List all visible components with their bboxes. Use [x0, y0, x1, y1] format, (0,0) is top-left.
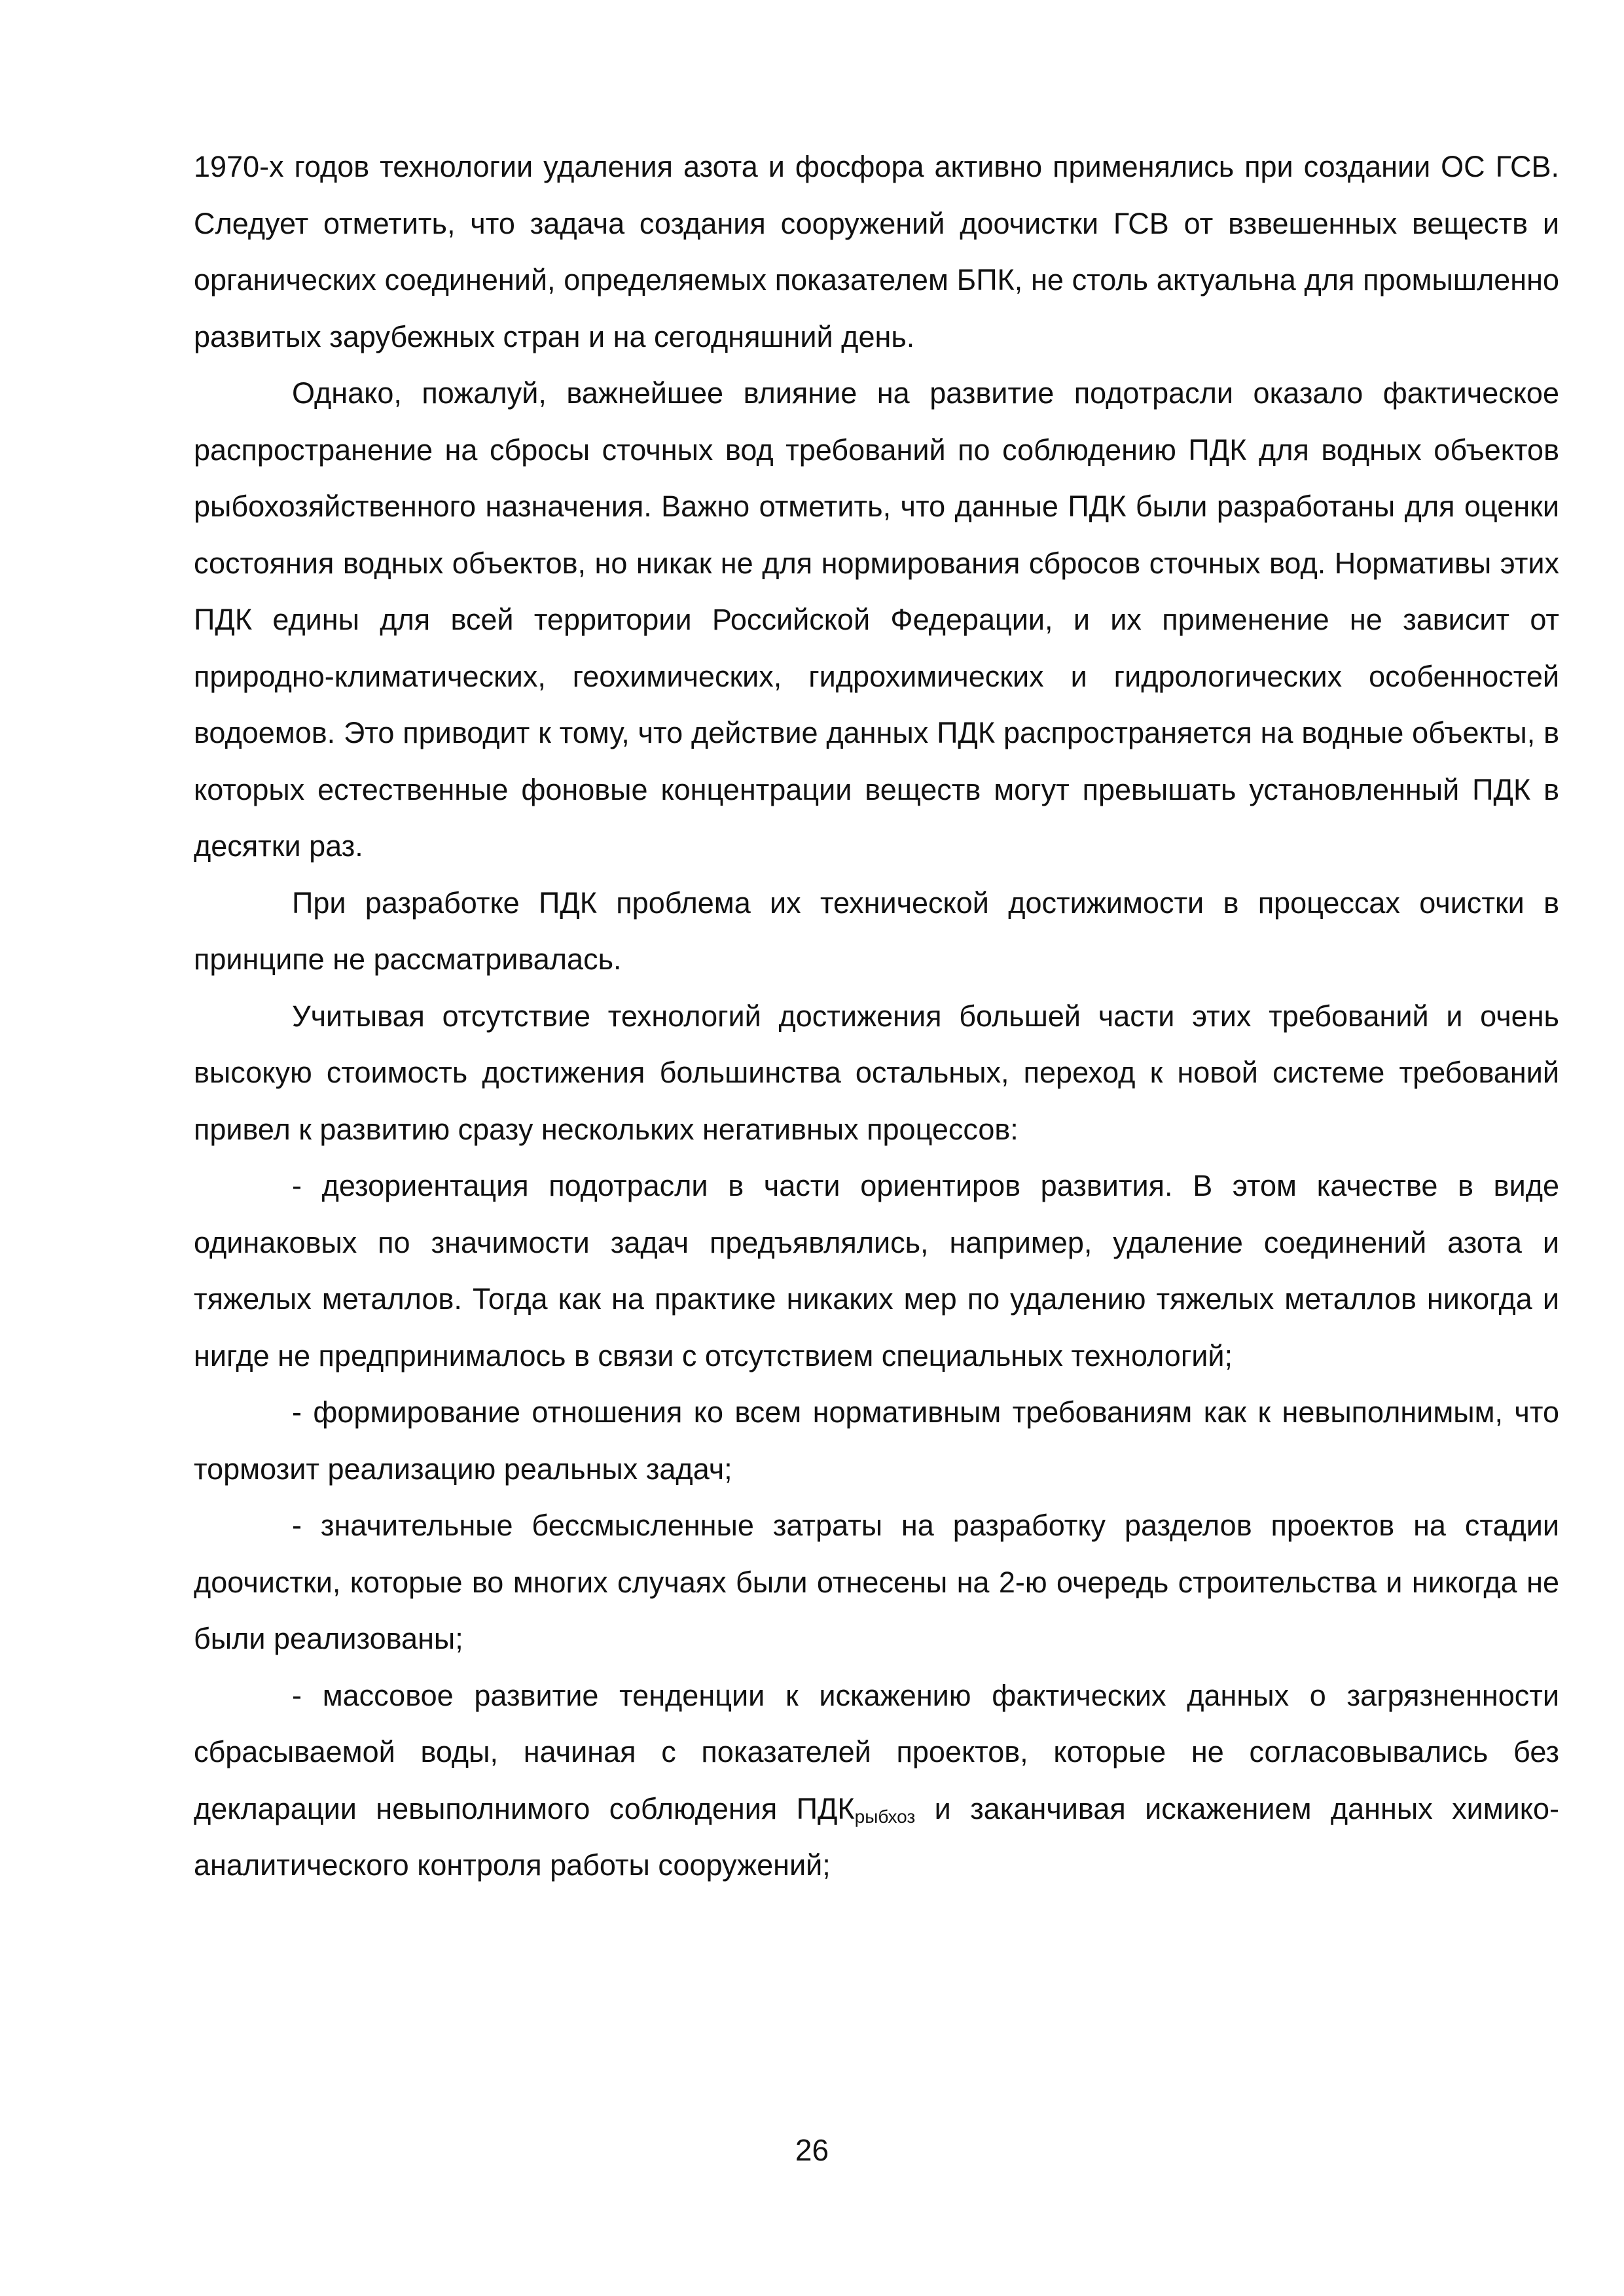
paragraph-2: Однако, пожалуй, важнейшее влияние на развитие подотрасли оказало фактическое распространение на сбросы сточных вод требований по соблюдению ПДК для водных объектов рыбохозяйственного назначения. Важно отметить, что данные ПДК были разработаны для оценки состояния водных объектов, но никак не для нормирования сбросов сточных вод. Нормативы этих ПДК едины для всей территории Российской Федерации, и их применение не зависит от природно-климатических, геохимических, гидрохимических и гидрологических особенностей водоемов. Это приводит к тому, что действие данных ПДК распространяется на водные объекты, в которых естественные фоновые концентрации веществ могут превышать установленный ПДК в десятки раз. — [194, 376, 1559, 863]
subscript-rybkhoz: рыбхоз — [854, 1806, 916, 1827]
paragraph-4: Учитывая отсутствие технологий достижения большей части этих требований и очень высокую стоимость достижения большинства остальных, переход к новой системе требований привел к развитию сразу нескольких негативных процессов: — [194, 999, 1559, 1146]
paragraph-text-before-subscript: - массовое развитие тенденции к искажению фактических данных о загрязненности сбрасываемой воды, начиная с показателей проектов, которые не согласовывались без декларации невыполнимого соблюдения ПДК — [194, 1678, 1559, 1825]
paragraph-3: При разработке ПДК проблема их технической достижимости в процессах очистки в принципе не рассматривалась. — [194, 886, 1559, 976]
document-body — [194, 139, 1559, 1894]
paragraph-text-after-subscript: и заканчивая искажением данных химико-аналитического контроля работы сооружений; — [194, 1791, 1559, 1882]
list-item-disorientation: - дезориентация подотрасли в части ориентиров развития. В этом качестве в виде одинаковых по значимости задач предъявлялись, например, удаление соединений азота и тяжелых металлов. Тогда как на практике никаких мер по удалению тяжелых металлов никогда и нигде не предпринималось в связи с отсутствием специальных технологий; — [194, 1169, 1559, 1372]
list-item-requirements-attitude: - формирование отношения ко всем нормативным требованиям как к невыполнимым, что тормозит реализацию реальных задач; — [194, 1395, 1559, 1486]
list-item-data-distortion — [194, 1668, 1559, 1894]
page-number: 26 — [795, 2133, 829, 2167]
paragraph-1: 1970-х годов технологии удаления азота и фосфора активно применялись при создании ОС ГСВ. Следует отметить, что задача создания сооружений доочистки ГСВ от взвешенных веществ и органических соединений, определяемых показателем БПК, не столь актуальна для промышленно развитых зарубежных стран и на сегодняшний день. — [194, 150, 1559, 353]
list-item-design-costs: - значительные бессмысленные затраты на разработку разделов проектов на стадии доочистки, которые во многих случаях были отнесены на 2-ю очередь строительства и никогда не были реализованы; — [194, 1509, 1559, 1655]
